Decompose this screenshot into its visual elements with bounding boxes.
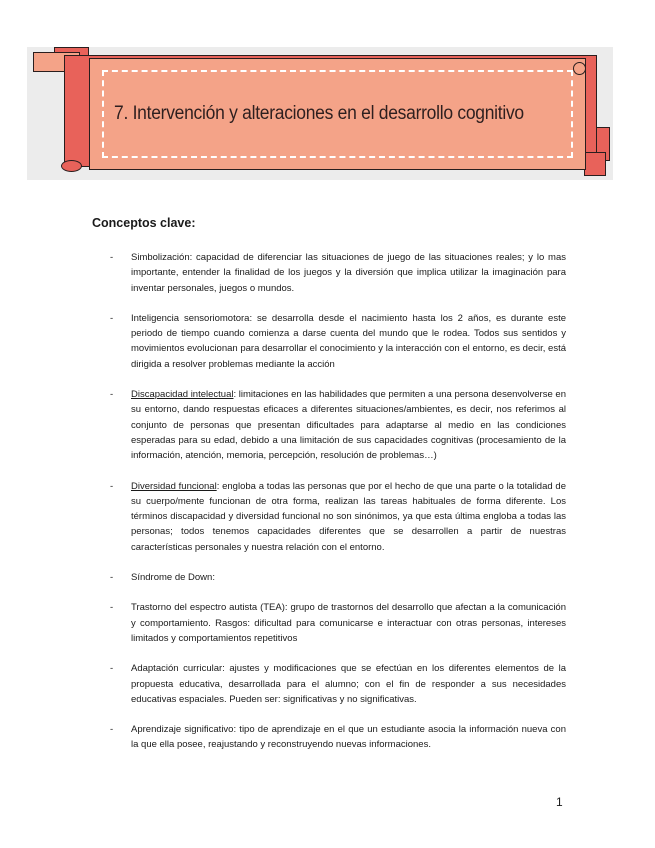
concept-term: Diversidad funcional xyxy=(131,480,217,492)
concept-text: : limitaciones en las habilidades que permiten a una persona desenvolverse en su entorno, dando respuestas eficaces a diferentes situaciones/ambientes, es decir, nos referimos al conjunto de personas que presentan dificultades para adaptarse al medio en las condiciones esperadas para su edad, debido a una limitación de sus capacidades cognitivas (procesamiento de la información, atención, memoria, percepción, resolución de problemas…) xyxy=(131,389,566,462)
concept-text: Adaptación curricular: ajustes y modificaciones que se efectúan en los diferentes elementos de la propuesta educativa, desarrollada para el alumno; con el fin de responder a sus necesidades educativas espaciales. Pueden ser: significativas y no significativas. xyxy=(131,663,566,705)
concepts-list xyxy=(107,250,566,768)
concept-text: Síndrome de Down: xyxy=(131,572,215,584)
concept-term: Discapacidad intelectual xyxy=(131,389,234,401)
title-card xyxy=(89,58,586,170)
banner-decoration-circle xyxy=(573,62,586,75)
list-item xyxy=(107,479,566,555)
list-item xyxy=(107,250,566,296)
concept-text: Simbolización: capacidad de diferenciar las situaciones de juego de las situaciones reales; y lo mas importante, entender la finalidad de los juegos y la diversión que implica utilizar la imaginación para inventar personales, juegos o mundos. xyxy=(131,252,566,294)
list-item xyxy=(107,600,566,646)
concept-text: Trastorno del espectro autista (TEA): grupo de trastornos del desarrollo que afectan a la comunicación y comportamiento. Rasgos: dificultad para comunicarse e interactuar con otras personas, intereses limitados y comportamientos repetitivos xyxy=(131,602,566,644)
concept-text: Aprendizaje significativo: tipo de aprendizaje en el que un estudiante asocia la información nueva con la que ella posee, reajustando y reconstruyendo nuevas informaciones. xyxy=(131,724,566,751)
list-item xyxy=(107,387,566,463)
concept-text: Inteligencia sensoriomotora: se desarrolla desde el nacimiento hasta los 2 años, es durante este periodo de tiempo cuando comienza a darse cuenta del mundo que le rodea. Todos sus sentidos y movimientos evolucionan para desarrollar el conocimiento y la interacción con el entorno, es decir, está dirigida a resolver problemas mediante la acción xyxy=(131,312,566,370)
list-item xyxy=(107,570,566,585)
banner-decoration-circle xyxy=(61,160,82,172)
concept-text: : engloba a todas las personas que por el hecho de que una parte o la totalidad de su cuerpo/mente funcionan de otra forma, realizan las tareas habituales de forma diferente. Los términos discapacidad y diversidad funcional no son sinónimos, ya que esta última engloba a todas las personas; todos tenemos capacidades diferentes que se desarrollen a partir de nuestras características personales y nuestra relación con el entorno. xyxy=(131,480,566,553)
list-item xyxy=(107,722,566,753)
page-title: 7. Intervención y alteraciones en el desarrollo cognitivo xyxy=(114,103,524,124)
banner-decoration xyxy=(584,152,606,176)
section-heading: Conceptos clave: xyxy=(92,216,196,230)
list-item xyxy=(107,661,566,707)
page-number: 1 xyxy=(556,795,563,809)
list-item xyxy=(107,311,566,372)
